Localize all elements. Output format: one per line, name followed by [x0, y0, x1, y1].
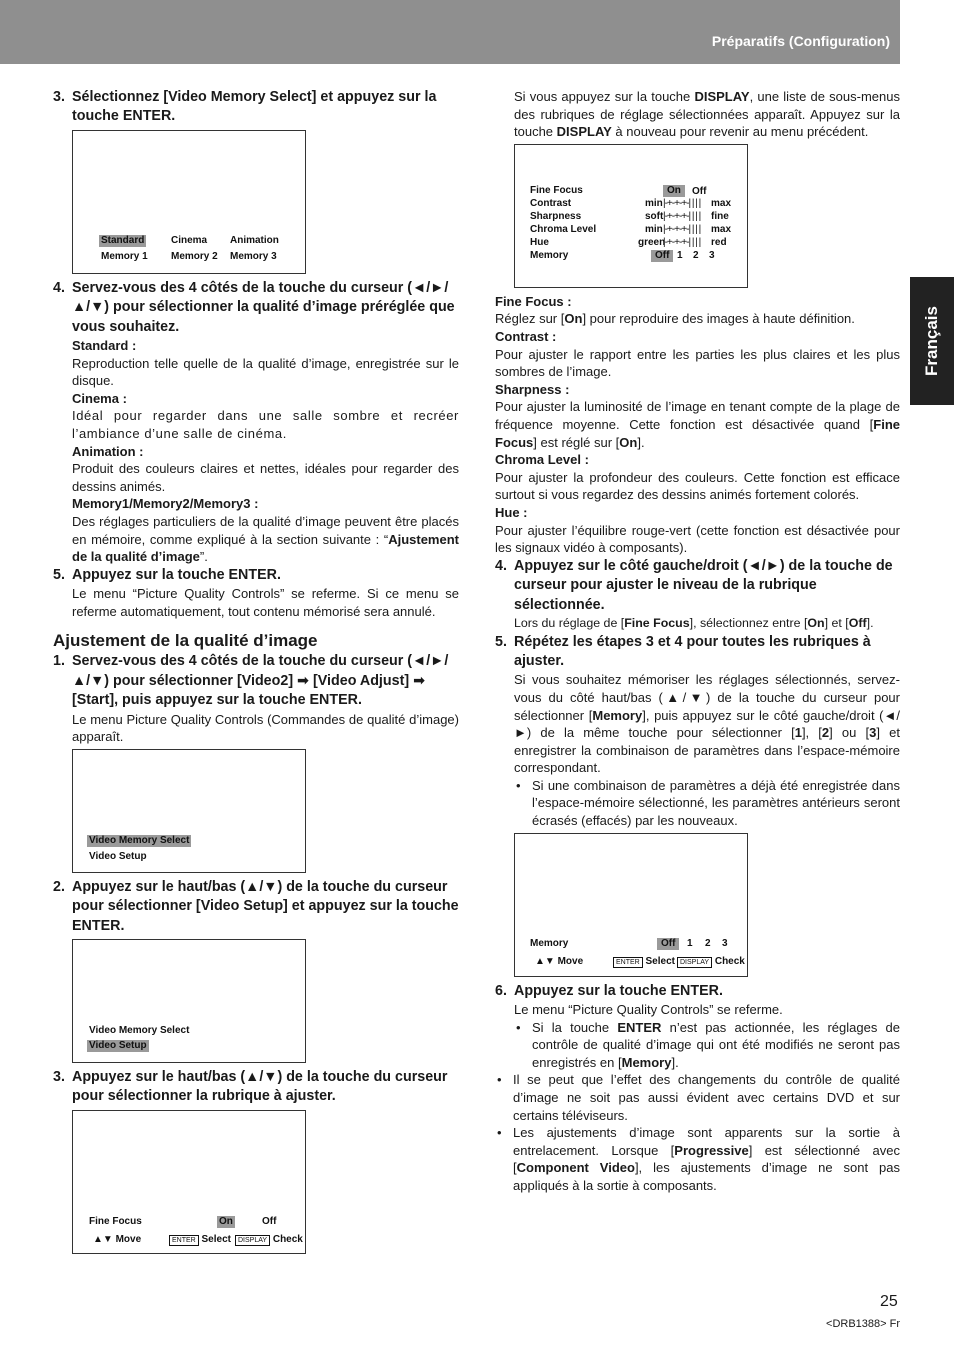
page-header [0, 0, 900, 64]
note-dvd-tv-effect: • Il se peut que l’effet des changements du contrôle de qualité d’image ne soit pas aussi évident avec certains DVD et sur certains téléviseurs. [495, 1071, 900, 1124]
left-column: 3. Sélectionnez [Video Memory Select] et appuyez sur la touche ENTER. Standard Cinema Animation Memory 1 Memory 2 Memory 3 4. Servez-vous des 4 côtés de la touche du curseur (◄/►/▲/▼) pour sélectionner la qualité d’image préréglée que vous souhaitez. Standard : Reproduction telle quelle de la qualité d’image, enregistrée sur le disque. Cinema : Idéal pour regarder dans une salle sombre et recréer l’ambiance d’une salle de cinéma. Animation : Produit des couleurs claires et nettes, idéales pour regarder des dessins animés. Memory1/Memory2/Memory3 : Des réglages particuliers de la qualité d’image peuvent être placés en mémoire, comme expliqué à la section suivante : “Ajustement de la qualité d’image”. 5. Appuyez sur la touche ENTER. Le menu “Picture Quality Controls” se referme. Si ce menu se referme automatiquement, tout contenu mémorisé sera annulé. Ajustement de la qualité d’image 1. Servez-vous des 4 côtés de la touche du curseur (◄/►/▲/▼) pour sélectionner [Video2] ➡ [Video Adjust] ➡ [Start], puis appuyez sur la touche ENTER. Le menu Picture Quality Controls (Commandes de qualité d’image) apparaît. Video Memory Select Video Setup 2. Appuyez sur le haut/bas (▲/▼) de la touche du curseur pour sélectionner [Video Setup] et appuyez sur la touche ENTER. Video Memory Select Video Setup 3. Appuyez sur le haut/bas (▲/▼) de la touche du curseur pour sélectionner la rubrique à ajuster. Fine Focus On Off ▲▼ Move ENTER Select DISPLAY Check [53, 88, 459, 1259]
display-key-icon: DISPLAY [677, 957, 712, 968]
display-intro: Si vous appuyez sur la touche DISPLAY, une liste de sous-menus des rubriques de réglage sélectionnées apparaît. Appuyez sur la touche DISPLAY à nouveau pour revenir au menu précédent. [514, 89, 900, 140]
enter-key-icon: ENTER [613, 957, 643, 968]
step-4-select-preset: 4. Servez-vous des 4 côtés de la touche du curseur (◄/►/▲/▼) pour sélectionner la qualité d’image préréglée que vous souhaitez. [53, 279, 455, 335]
screen-video-memory-select [72, 130, 306, 274]
display-key-icon: DISPLAY [235, 1235, 270, 1246]
step-5-press-enter: 5. Appuyez sur la touche ENTER. [53, 566, 281, 583]
header-section-title: Préparatifs (Configuration) [711, 33, 890, 49]
note-progressive-output: • Les ajustements d’image sont apparents sur la sortie à entrelacement. Lorsque [Progressive] est sélectionné avec [Component Video], les ajustements d’image ne sont pas appliqués à la sortie à composants. [495, 1124, 900, 1194]
item-definitions: Fine Focus : Réglez sur [On] pour reproduire des images à haute définition. Contrast : Pour ajuster le rapport entre les parties les plus claires et les plus sombres de l’image. Sharpness : Pour ajuster la luminosité de l’image en tenant compte de la plage de fréquence moyenne. Cette fonction est désactivée quand [Fine Focus] est réglé sur [On]. Chroma Level : Pour ajuster la profondeur des couleurs. Cette fonction est efficace surtout si vous regardez des dessins animés fortement colorés. Hue : Pour ajuster l’équilibre rouge-vert (cette fonction est désactivée pour les signaux vidéo à composants). [495, 293, 900, 556]
move-arrows-icon: ▲▼ Move [535, 955, 584, 967]
screen-option-animation: Animation [230, 234, 279, 246]
screen-item-video-setup: Video Setup [89, 1039, 147, 1051]
document-code: <DRB1388> Fr [826, 1318, 900, 1330]
screen-item-video-setup: Video Setup [89, 850, 147, 862]
screen-picture-quality-menu [72, 749, 306, 873]
screen-memory: Memory Off 1 2 3 ▲▼ Move ENTER Select DISPLAY Check [514, 833, 748, 977]
enter-key-icon: ENTER [169, 1235, 199, 1246]
step-3-video-memory: 3. Sélectionnez [Video Memory Select] et appuyez sur la touche ENTER. [53, 89, 437, 125]
screen-item-video-memory-select: Video Memory Select [89, 834, 190, 846]
step-2-video-setup: 2. Appuyez sur le haut/bas (▲/▼) de la touche du curseur pour sélectionner [Video Setup] et appuyez sur la touche ENTER. [53, 878, 459, 934]
screen-option-standard: Standard [101, 234, 145, 246]
screen-item-video-memory-select: Video Memory Select [89, 1024, 190, 1036]
screen-fine-focus: Fine Focus On Off ▲▼ Move ENTER Select DISPLAY Check [72, 1110, 306, 1254]
right-column: Si vous appuyez sur la touche DISPLAY, une liste de sous-menus des rubriques de réglage sélectionnées apparaît. Appuyez sur la touche DISPLAY à nouveau pour revenir au menu précédent. Fine Focus Contrast Sharpness Chroma Level Hue Memory On Off min |-+-+-+-| | | | max soft |-+-+-+-| | | | fine min |-+-+-+-| | | | max green |-+-+-+-| | | | red Off 1 2 3 Fine Focus : Réglez sur [On] pour reproduire des images à haute définition. Contrast : Pour ajuster le rapport entre les parties les plus claires et les plus sombres de l’image. Sharpness : Pour ajuster la luminosité de l’image en tenant compte de la plage de fréquence moyenne. Cette fonction est désactivée quand [Fine Focus] est réglé sur [On]. Chroma Level : Pour ajuster la profondeur des couleurs. Cette fonction est efficace surtout si vous regardez des dessins animés fortement colorés. Hue : Pour ajuster l’équilibre rouge-vert (cette fonction est désactivée pour les signaux vidéo à composants). 4. Appuyez sur le côté gauche/droit (◄/►) de la touche de curseur pour ajuster le niveau de la rubrique sélectionnée. Lors du réglage de [Fine Focus], sélectionnez entre [On] et [Off]. 5. Répétez les étapes 3 et 4 pour toutes les rubriques à ajuster. Si vous souhaitez mémoriser les réglages sélectionnés, servez-vous du côté haut/bas (▲/▼) de la touche du curseur pour sélectionner [Memory], puis appuyez sur le côté gauche/droit (◄/►) de la même touche pour sélectionner [1], [2] ou [3] et enregistrer la combinaison de paramètres dans l’espace-mémoire correspondant. • Si une combinaison de paramètres a déjà été enregistrée dans l’espace-mémoire sélectionné, les paramètres antérieurs seront écrasés (effacés) par les nouveaux. Memory Off 1 2 3 ▲▼ Move ENTER Select DISPLAY Check 6. Appuyez sur la touche ENTER. Le menu “Picture Quality Controls” se referme. • Si la touche ENTER n’est pas actionnée, les réglages de contrôle de qualité d’image qui ont été modifiés ne seront pas enregistrés en [Memory]. • Il se peut que l’effet des changements du contrôle de qualité d’image ne soit pas aussi évident avec certains DVD et sur certains téléviseurs. • Les ajustements d’image sont apparents sur la sortie à entrelacement. Lorsque [Progressive] est sélectionné avec [Component Video], les ajustements d’image ne sont pas appliqués à la sortie à composants. [495, 88, 900, 1195]
step-6-press-enter: 6. Appuyez sur la touche ENTER. [495, 982, 723, 999]
overwrite-note: • Si une combinaison de paramètres a déjà été enregistrée dans l’espace-mémoire sélectionné, les paramètres antérieurs seront écrasés (effacés) par les nouveaux. [514, 777, 900, 830]
step-4-adjust-level: 4. Appuyez sur le côté gauche/droit (◄/►) de la touche de curseur pour ajuster le niveau de la rubrique sélectionnée. [495, 557, 893, 613]
screen-submenu-list: Fine Focus Contrast Sharpness Chroma Level Hue Memory On Off min |-+-+-+-| | | | max soft |-+-+-+-| | | | fine min |-+-+-+-| | | | max green |-+-+-+-| | | | red Off 1 2 3 [514, 144, 748, 288]
step-3-select-item: 3. Appuyez sur le haut/bas (▲/▼) de la touche du curseur pour sélectionner la rubrique à ajuster. [53, 1068, 448, 1105]
page-number: 25 [880, 1293, 898, 1310]
screen-option-memory3: Memory 3 [230, 250, 277, 262]
screen-video-setup-selected [72, 939, 306, 1063]
enter-not-pressed-note: • Si la touche ENTER n’est pas actionnée, les réglages de contrôle de qualité d’image qui ont été modifiés ne seront pas enregistrés en [Memory]. [514, 1019, 900, 1072]
section-heading: Ajustement de la qualité d’image [53, 631, 318, 651]
language-tab [910, 277, 954, 405]
language-tab-label: Français [922, 306, 942, 376]
screen-option-memory2: Memory 2 [171, 250, 218, 262]
step-1-open-video-adjust: 1. Servez-vous des 4 côtés de la touche du curseur (◄/►/▲/▼) pour sélectionner [Video2] ➡ [Video Adjust] ➡ [Start], puis appuyez sur la touche ENTER. [53, 653, 449, 709]
step-5-repeat: 5. Répétez les étapes 3 et 4 pour toutes les rubriques à ajuster. [495, 633, 871, 669]
preset-definitions: Standard : Reproduction telle quelle de la qualité d’image, enregistrée sur le disque. Cinema : Idéal pour regarder dans une salle sombre et recréer l’ambiance d’une salle de cinéma. Animation : Produit des couleurs claires et nettes, idéales pour regarder des dessins animés. Memory1/Memory2/Memory3 : Des réglages particuliers de la qualité d’image peuvent être placés en mémoire, comme expliqué à la section suivante : “Ajustement de la qualité d’image”. [72, 338, 459, 565]
screen-option-memory1: Memory 1 [101, 250, 148, 262]
screen-option-cinema: Cinema [171, 234, 208, 246]
move-arrows-icon: ▲▼ Move [93, 1233, 142, 1245]
